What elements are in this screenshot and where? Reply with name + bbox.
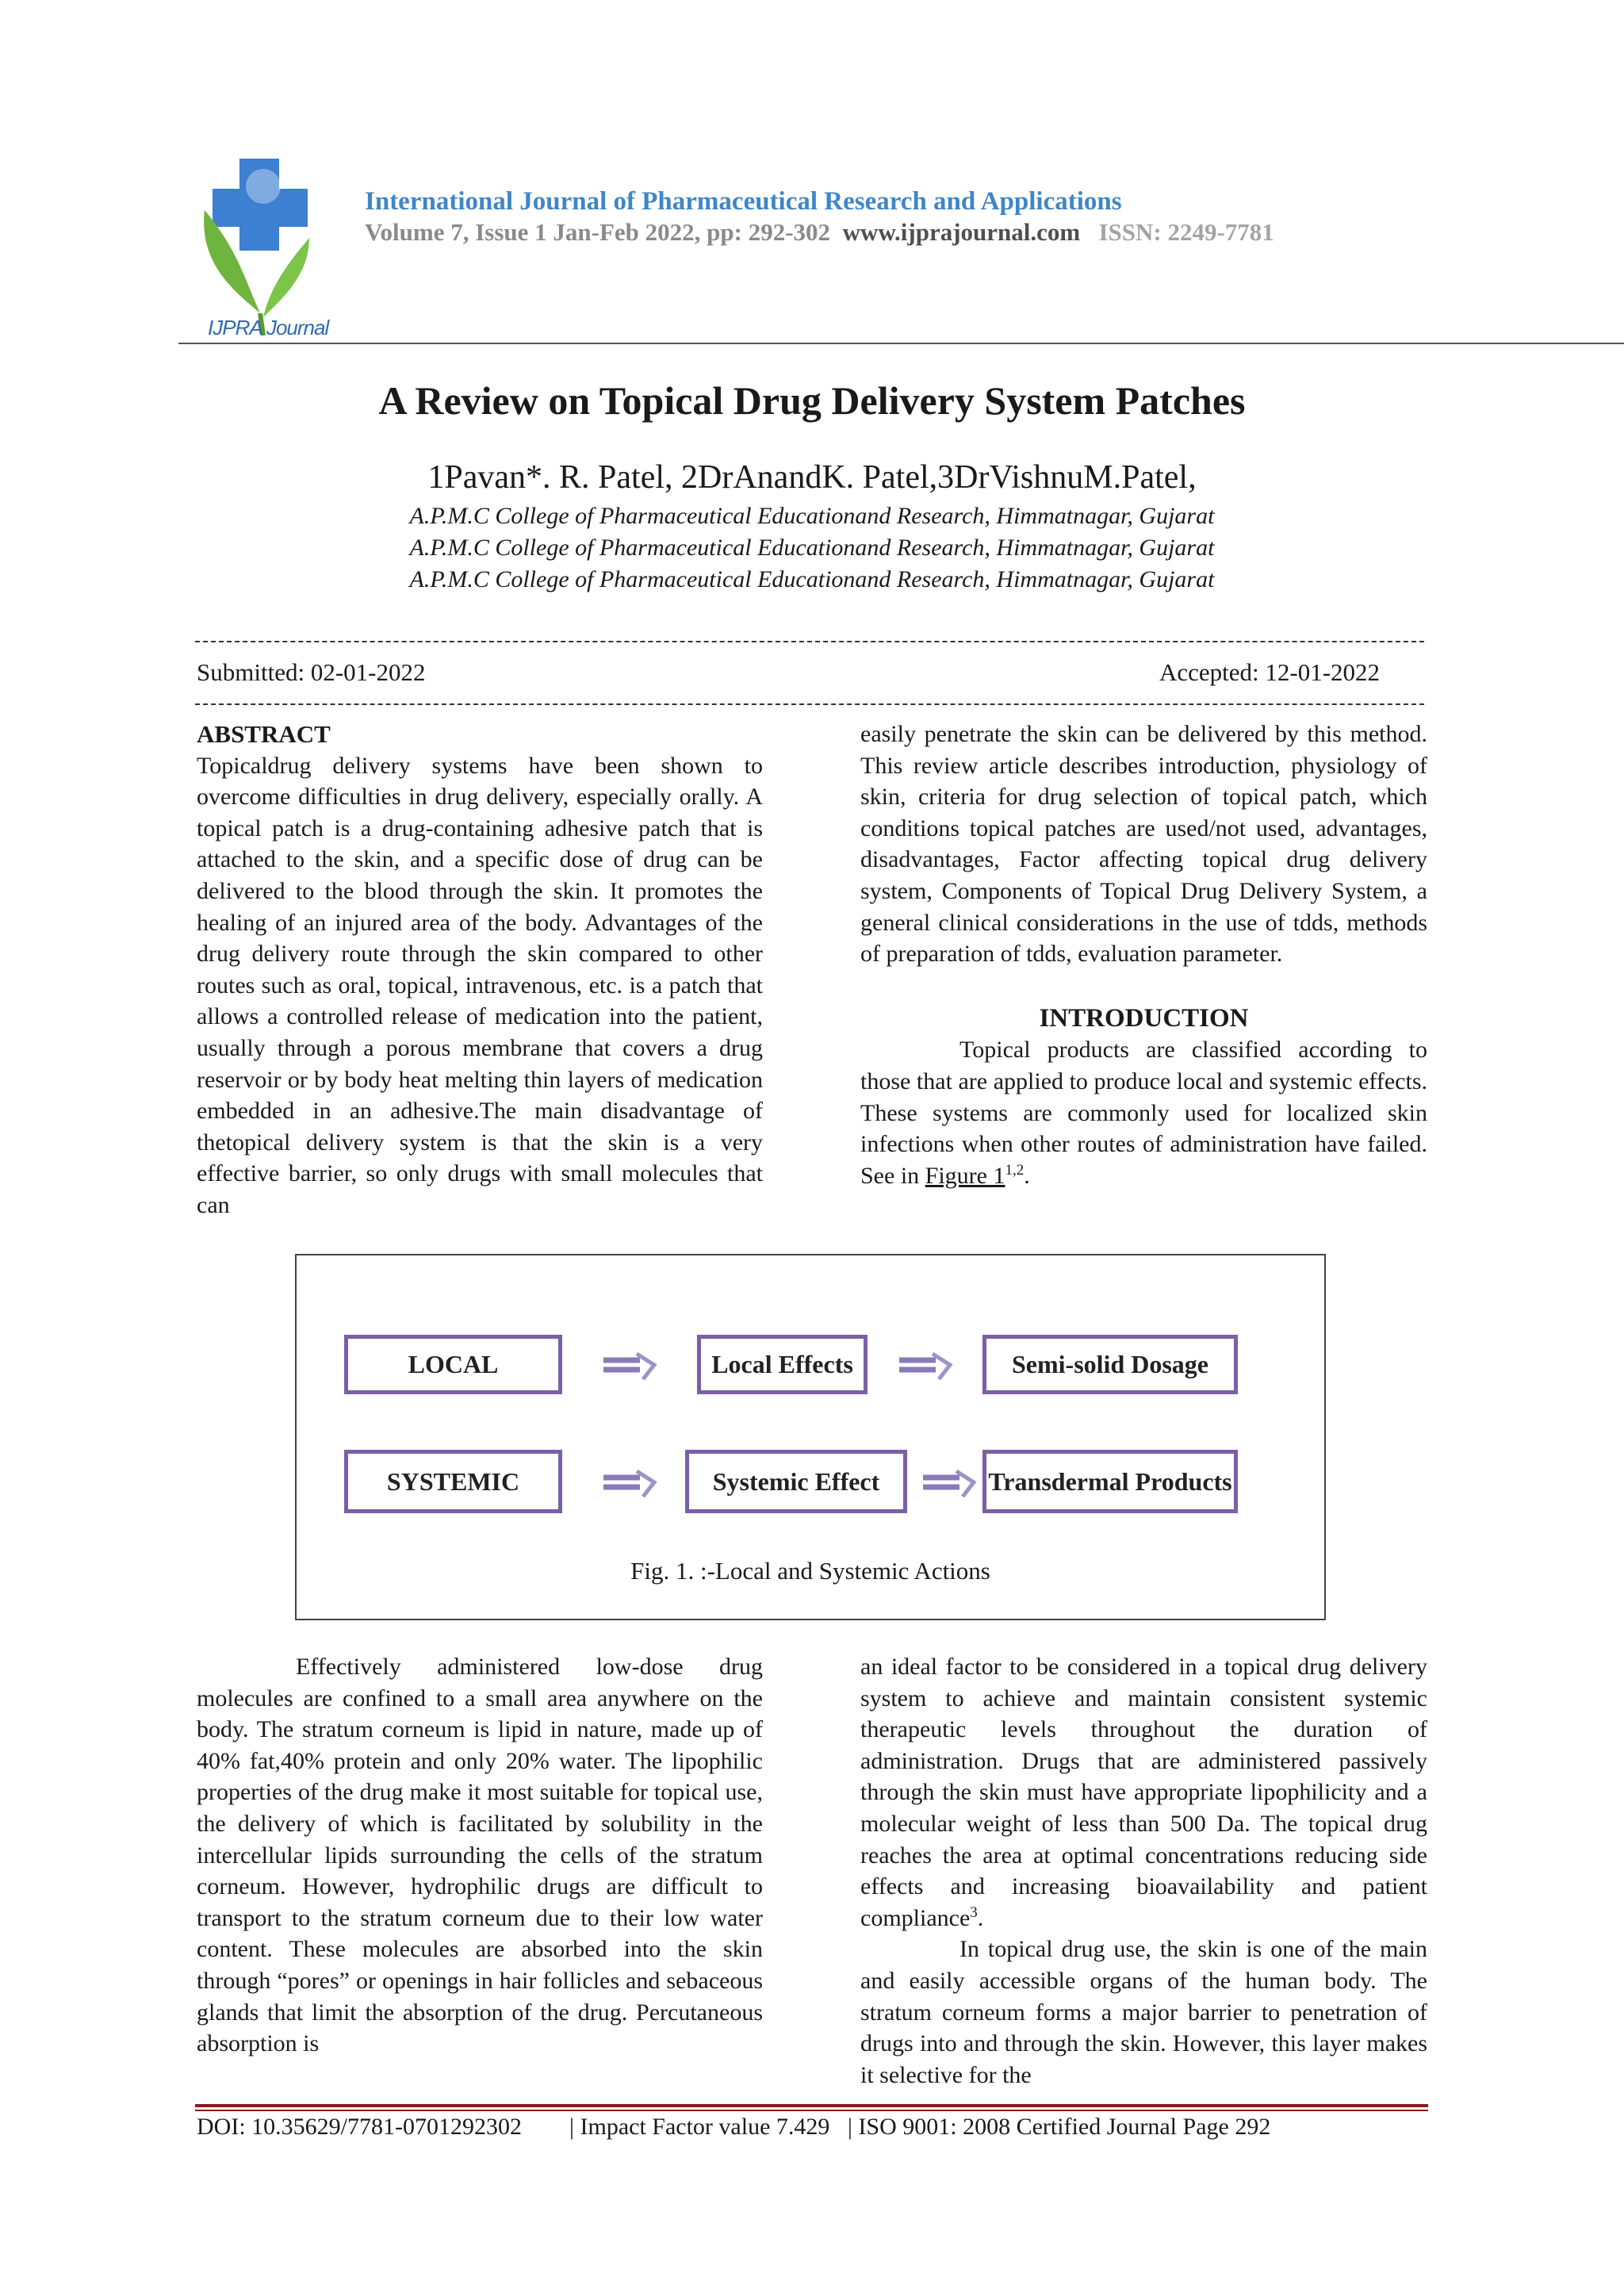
figure-1	[295, 1254, 1326, 1620]
body-text-right-2: In topical drug use, the skin is one of the main and easily accessible organs of the human body. The stratum corneum forms a major barrier to penetration of drugs into and through the skin. However, this layer makes it selective for the	[860, 1936, 1427, 2088]
body-text-left: Effectively administered low-dose drug molecules are confined to a small area anywhere on the body. The stratum corneum is lipid in nature, made up of 40% fat,40% protein and only 20% water. The lipophilic properties of the drug make it most suitable for topical use, the delivery of which is facilitated by solubility in the intercellular lipids surrounding the cells of the stratum corneum. However, hydrophilic drugs are difficult to transport to the stratum corneum due to their low water content. These molecules are absorbed into the skin through “pores” or openings in hair follicles and sebaceous glands that limit the absorption of the drug. Percutaneous absorption is	[197, 1654, 763, 2057]
volume-info: Volume 7, Issue 1 Jan-Feb 2022, pp: 292-302	[365, 218, 831, 246]
body-text-right-1-tail: .	[977, 1904, 984, 1931]
introduction-tail: .	[1024, 1162, 1030, 1189]
footer-iso: | ISO 9001: 2008 Certified Journal Page 292	[847, 2114, 1271, 2140]
page-footer	[197, 2114, 1270, 2141]
arrow-icon	[921, 1468, 977, 1500]
introduction-heading: INTRODUCTION	[1039, 1003, 1249, 1033]
box-local-effects: Local Effects	[697, 1335, 868, 1394]
footer-impact-factor: | Impact Factor value 7.429	[569, 2114, 830, 2140]
body-paragraph-1	[860, 1651, 1427, 1934]
affiliation-3: A.P.M.C College of Pharmaceutical Educationand Research, Himmatnagar, Gujarat	[409, 566, 1215, 592]
citation-1-2: 1,2	[1005, 1161, 1025, 1179]
logo-text: IJPRA Journal	[208, 316, 329, 339]
paper-title: A Review on Topical Drug Delivery System Patches	[378, 378, 1246, 423]
journal-issue-line	[365, 218, 1274, 247]
box-local: LOCAL	[344, 1335, 562, 1394]
footer-doi: DOI: 10.35629/7781-0701292302	[197, 2114, 522, 2140]
footer-rule-thin	[195, 2110, 1428, 2111]
affiliation-1: A.P.M.C College of Pharmaceutical Educationand Research, Himmatnagar, Gujarat	[409, 503, 1215, 529]
arrow-icon	[602, 1468, 657, 1500]
footer-rule	[195, 2104, 1428, 2107]
introduction-body: Topical products are classified according to those that are applied to produce local and systemic effects. These systems are commonly used for localized skin infections when other routes of administration have failed. See in	[860, 1037, 1427, 1189]
citation-3: 3	[970, 1903, 978, 1921]
journal-website-link[interactable]: www.ijprajournal.com	[842, 218, 1081, 246]
journal-logo-icon	[190, 155, 333, 341]
journal-name: International Journal of Pharmaceutical Research and Applications	[365, 187, 1122, 216]
header-divider	[178, 343, 1624, 344]
body-column-right	[860, 1651, 1427, 2091]
dashed-divider-bottom	[195, 703, 1424, 705]
abstract-column-right	[860, 719, 1427, 1191]
arrow-icon	[602, 1351, 657, 1382]
abstract-column-left	[197, 719, 763, 1221]
authors: 1Pavan*. R. Patel, 2DrAnandK. Patel,3DrVishnuM.Patel,	[427, 459, 1197, 496]
box-systemic: SYSTEMIC	[344, 1450, 562, 1513]
body-column-left	[197, 1651, 763, 2060]
abstract-text-right: easily penetrate the skin can be delivered by this method. This review article describes introduction, physiology of skin, criteria for drug selection of topical patch, which conditions topical patches are used/not used, advantages, disadvantages, Factor affecting topical drug delivery system, Components of Topical Drug Delivery System, a general clinical considerations in the use of tdds, methods of preparation of tdds, evaluation parameter.	[860, 721, 1427, 968]
submitted-date: Submitted: 02-01-2022	[197, 658, 426, 686]
accepted-date: Accepted: 12-01-2022	[1159, 658, 1381, 686]
figure-1-link[interactable]: Figure 1	[925, 1162, 1005, 1189]
introduction-text	[860, 1034, 1427, 1191]
box-semi-solid-dosage: Semi-solid Dosage	[982, 1335, 1238, 1394]
figure-caption: Fig. 1. :-Local and Systemic Actions	[630, 1557, 990, 1585]
journal-logo	[190, 155, 333, 341]
abstract-heading: ABSTRACT	[197, 720, 331, 748]
affiliation-2: A.P.M.C College of Pharmaceutical Educationand Research, Himmatnagar, Gujarat	[409, 535, 1215, 561]
body-text-right-1: an ideal factor to be considered in a topical drug delivery system to achieve and maintain consistent systemic therapeutic levels throughout the duration of administration. Drugs that are administered passively through the skin must have appropriate lipophilicity and a molecular weight of less than 500 Da. The topical drug reaches the area at optimal concentrations reducing side effects and increasing bioavailability and patient compliance	[860, 1654, 1427, 1931]
arrow-icon	[898, 1351, 953, 1382]
dashed-divider-top	[195, 641, 1424, 642]
issn: ISSN: 2249-7781	[1098, 218, 1274, 246]
box-systemic-effect: Systemic Effect	[685, 1450, 907, 1513]
box-transdermal-products: Transdermal Products	[982, 1450, 1238, 1513]
abstract-text-left: Topicaldrug delivery systems have been shown to overcome difficulties in drug delivery, especially orally. A topical patch is a drug-containing adhesive patch that is attached to the skin, and a specific dose of drug can be delivered to the blood through the skin. It promotes the healing of an injured area of the body. Advantages of the drug delivery route through the skin compared to other routes such as oral, topical, intravenous, etc. is a patch that allows a controlled release of medication into the patient, usually through a porous membrane that covers a drug reservoir or by body heat melting thin layers of medication embedded in an adhesive.The main disadvantage of thetopical delivery system is that the skin is a very effective barrier, so only drugs with small molecules that can	[197, 752, 763, 1218]
